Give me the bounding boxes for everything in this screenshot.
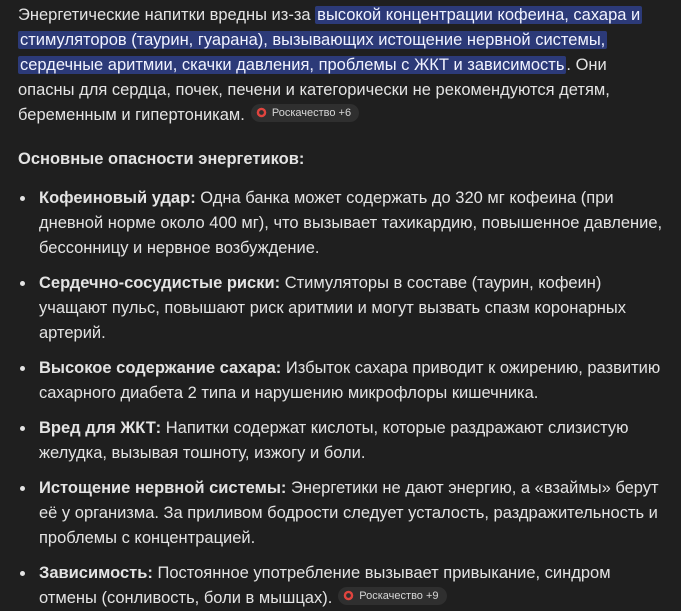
source-chip-label: Роскачество +9 [359, 589, 439, 602]
list-item [18, 356, 663, 406]
list-item-term: Вред для ЖКТ: [39, 419, 162, 437]
list-item [18, 271, 663, 346]
intro-text-after: . Они опасны для сердца, почек, печени и категорически не рекомендуются детям, беременным и гипертоникам. [18, 56, 610, 124]
list-item [18, 476, 663, 551]
source-chip-roskachestvo[interactable] [338, 587, 446, 605]
list-item-term: Высокое содержание сахара: [39, 359, 282, 377]
list-item [18, 416, 663, 466]
list-item [18, 186, 663, 261]
list-item-term: Сердечно-сосудистые риски: [39, 274, 281, 292]
list-item-text: Напитки содержат кислоты, которые раздражают слизистую желудка, вызывая тошноту, изжогу и боли. [39, 419, 629, 462]
list-item-text: Одна банка может содержать до 320 мг кофеина (при дневной норме около 400 мг), что вызывает тахикардию, повышенное давление, бессонницу и нервное возбуждение. [39, 189, 663, 257]
section-heading: Основные опасности энергетиков: [18, 150, 305, 168]
source-chip-label: Роскачество +6 [271, 106, 352, 119]
bullet-dot [20, 196, 25, 201]
roskachestvo-logo-icon [343, 590, 354, 601]
list-item-term: Истощение нервной системы: [39, 479, 287, 497]
list-item-text: Стимуляторы в составе (таурин, кофеин) учащают пульс, повышают риск аритмии и могут вызвать спазм коронарных артерий. [39, 274, 626, 342]
bullet-dot [20, 366, 25, 371]
list-item-text: Энергетики не дают энергию, а «взаймы» берут её у организма. За приливом бодрости следует усталость, раздражительность и проблемы с концентрацией. [39, 479, 659, 547]
bullet-dot [20, 281, 25, 286]
source-chip-roskachestvo[interactable] [251, 104, 359, 122]
bullet-dot [20, 571, 25, 576]
bullet-dot [20, 426, 25, 431]
bullet-dot [20, 486, 25, 491]
intro-highlighted-text[interactable]: высокой концентрации кофеина, сахара и стимуляторов (таурин, гуарана), вызывающих истощение нервной системы, сердечные аритмии, скачки давления, проблемы с ЖКТ и зависимость [20, 6, 641, 74]
roskachestvo-logo-icon [256, 107, 267, 118]
list-item [18, 561, 663, 611]
list-item-term: Кофеиновый удар: [39, 189, 196, 207]
intro-paragraph [18, 3, 663, 128]
list-item-term: Зависимость: [39, 564, 153, 582]
intro-text-before: Энергетические напитки вредны из-за [18, 6, 316, 24]
list-item-text: Постоянное употребление вызывает привыкание, синдром отмены (сонливость, боли в мышцах). [39, 564, 611, 607]
list-item-text: Избыток сахара приводит к ожирению, развитию сахарного диабета 2 типа и нарушению микрофлоры кишечника. [39, 359, 661, 402]
dangers-list [18, 186, 663, 611]
